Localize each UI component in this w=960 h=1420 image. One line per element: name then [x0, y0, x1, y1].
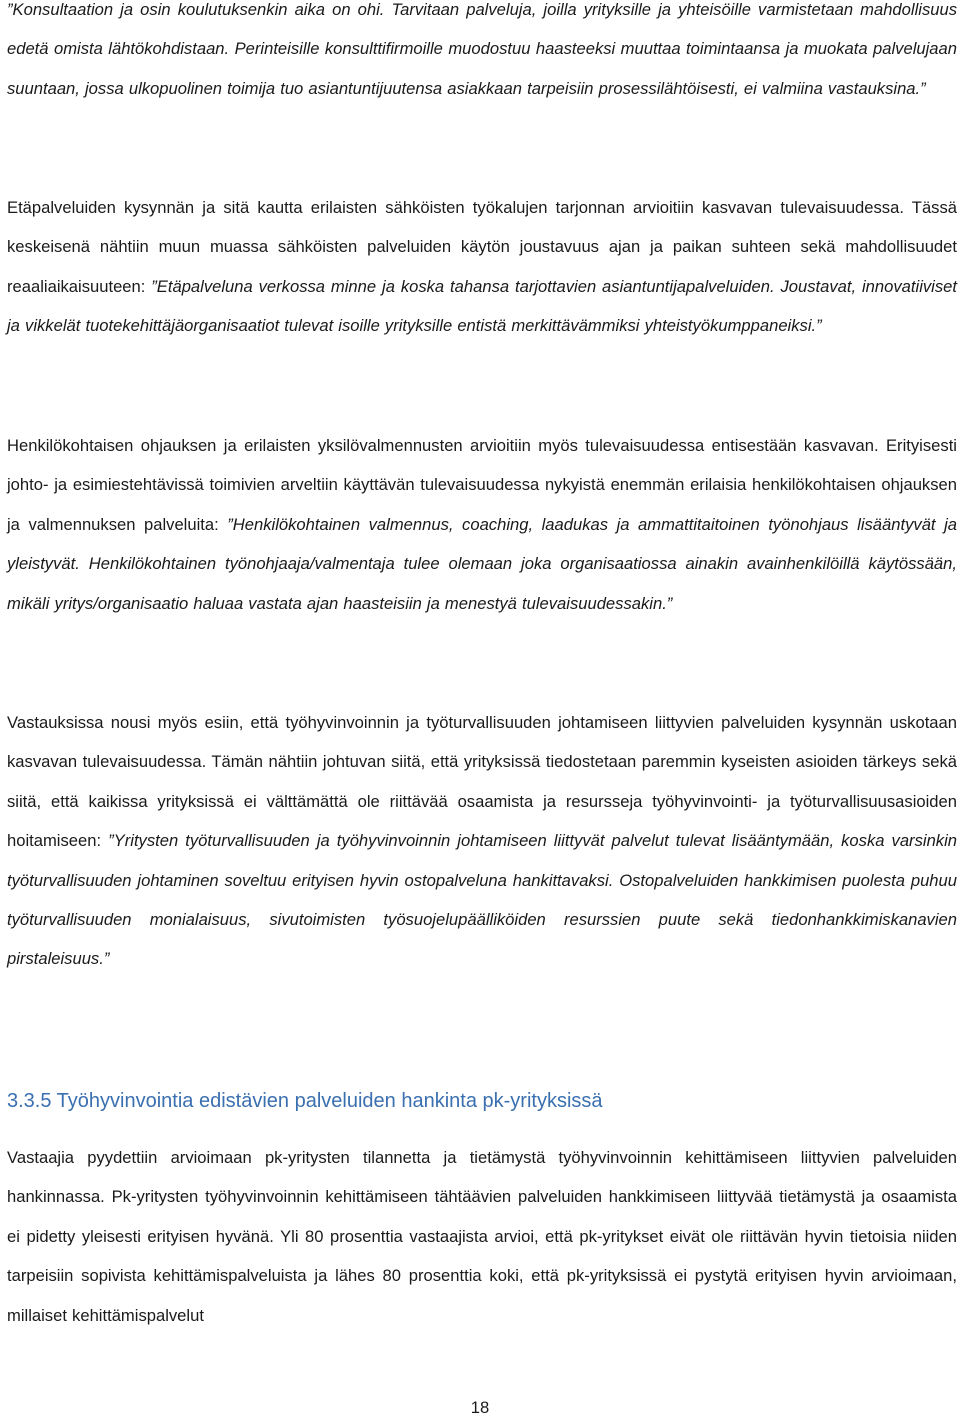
- body-text: Henkilökohtaisen ohjauksen ja erilaisten yksilövalmennusten arvioitiin myös tulevaisuudessa entisestään kasvavan. Erityisesti johto- ja esimiestehtävissä toimivien arveltiin käyttävän tulevaisuudessa nykyistä enemmän erilaisia henkilökohtaisen ohjauksen ja valmennuksen palveluita:: [7, 436, 957, 534]
- quote-text: ”Henkilökohtainen valmennus, coaching, laadukas ja ammattitaitoinen työnohjaus lisääntyvät ja yleistyvät. Henkilökohtainen työnohjaaja/valmentaja tulee olemaan joka organisaatiossa ainakin avainhenkilöillä käytössään, mikäli yritys/organisaatio haluaa vastata ajan haasteisiin ja menestyä tulevaisuudessakin.”: [7, 514, 957, 613]
- paragraph-wellbeing-safety: [7, 703, 957, 979]
- quote-text: ”Yritysten työturvallisuuden ja työhyvinvoinnin johtamiseen liittyvät palvelut tulevat lisääntymään, koska varsinkin työturvallisuuden johtaminen soveltuu erityisen hyvin ostopalveluna hankittavaksi. Ostopalveluiden hankkimisen puolesta puhuu työturvallisuuden monialaisuus, sivutoimisten työsuojelupäälliköiden resurssien puute sekä tiedonhankkimiskanavien pirstaleisuus.”: [7, 831, 958, 969]
- quote-text: ”Etäpalveluna verkossa minne ja koska tahansa tarjottavien asiantuntijapalveluiden. Joustavat, innovatiiviset ja vikkelät tuotekehittäjäorganisaatiot tulevat isoille yrityksille entistä merkittävämmiksi yhteistyökumppaneiksi.”: [7, 276, 957, 336]
- paragraph-remote-services: [7, 188, 957, 346]
- page-number: 18: [470, 1398, 490, 1417]
- section-heading: 3.3.5 Työhyvinvointia edistävien palveluiden hankinta pk-yrityksissä: [7, 1090, 603, 1112]
- body-text: Vastauksissa nousi myös esiin, että työhyvinvoinnin ja työturvallisuuden johtamiseen liittyvien palveluiden kysynnän uskotaan kasvavan tulevaisuudessa. Tämän nähtiin johtuvan siitä, että yrityksissä tiedostetaan paremmin kyseisten asioiden tärkeys sekä siitä, että kaikissa yrityksissä ei välttämättä ole riittävää osaamista ja resursseja työhyvinvointi- ja työturvallisuusasioiden hoitamiseen:: [7, 713, 957, 851]
- quote-text: ”Konsultaation ja osin koulutuksenkin aika on ohi. Tarvitaan palveluja, joilla yrityksille ja yhteisöille varmistetaan mahdollisuus edetä omista lähtökohdistaan. Perinteisille konsulttifirmoille muodostuu haasteeksi muuttaa toimintaansa ja muokata palvelujaan suuntaan, jossa ulkopuolinen toimija tuo asiantuntijuutensa asiakkaan tarpeisiin prosessilähtöisesti, ei valmiina vastauksina.”: [7, 0, 957, 98]
- paragraph-personal-coaching: [7, 426, 957, 623]
- quote-paragraph-consultation: [7, 0, 957, 108]
- paragraph-sme-procurement: Vastaajia pyydettiin arvioimaan pk-yritysten tilannetta ja tietämystä työhyvinvoinnin kehittämiseen liittyvien palveluiden hankinnassa. Pk-yritysten työhyvinvoinnin kehittämiseen tähtäävien palveluiden hankkimiseen liittyvää tietämystä ja osaamista ei pidetty yleisesti erityisen hyvänä. Yli 80 prosenttia vastaajista arvioi, että pk-yritykset eivät ole riittävän hyvin tietoisia niiden tarpeisiin sopivista kehittämispalveluista ja lähes 80 prosenttia koki, että pk-yrityksissä ei pystytä erityisen hyvin arvioimaan, millaiset kehittämispalvelut: [7, 1148, 957, 1325]
- body-text: Etäpalveluiden kysynnän ja sitä kautta erilaisten sähköisten työkalujen tarjonnan arvioitiin kasvavan tulevaisuudessa. Tässä keskeisenä nähtiin muun muassa sähköisten palveluiden käytön joustavuus ajan ja paikan suhteen sekä mahdollisuudet reaaliaikaisuuteen:: [7, 198, 957, 296]
